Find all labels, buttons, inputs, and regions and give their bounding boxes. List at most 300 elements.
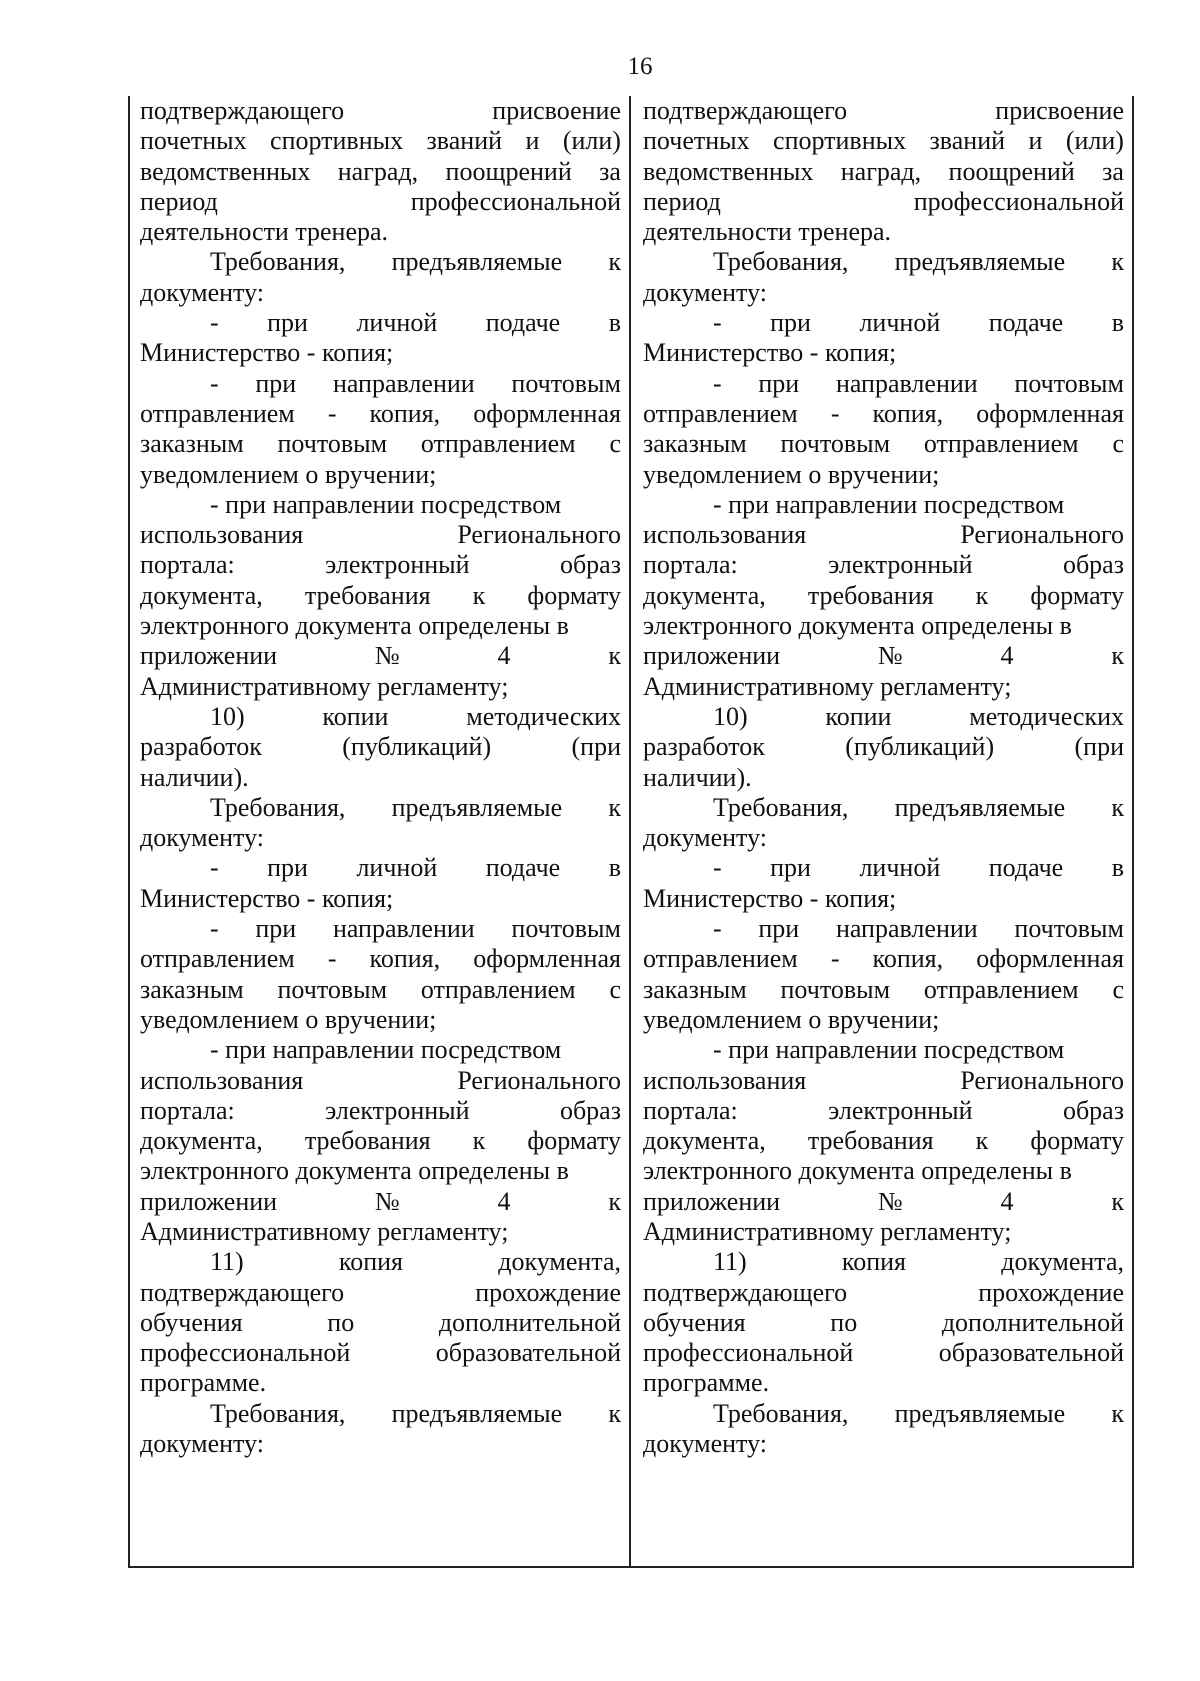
text-word: личной: [859, 853, 941, 883]
text-word: деятельности тренера.: [140, 217, 389, 247]
text-word: направлении: [835, 368, 978, 398]
text-line: [643, 429, 1124, 459]
text-line: [643, 1368, 1124, 1398]
text-word: -: [713, 853, 722, 883]
text-word: обучения: [140, 1307, 243, 1337]
text-word: отправлением: [140, 398, 295, 428]
text-word: подтверждающего: [140, 96, 345, 125]
text-line: [140, 338, 621, 368]
text-word: электронного документа определены в: [140, 1156, 569, 1186]
text-word: (или): [562, 126, 621, 156]
text-word: обучения: [643, 1307, 746, 1337]
text-word: Требования,: [210, 247, 346, 277]
text-word: с: [609, 974, 621, 1004]
text-word: предъявляемые: [894, 1398, 1066, 1428]
text-line: [140, 914, 621, 944]
text-word: приложении: [140, 641, 278, 671]
text-word: Административному регламенту;: [643, 671, 1012, 701]
text-word: Министерство - копия;: [643, 338, 897, 368]
text-word: электронный: [828, 1095, 973, 1125]
text-word: почтовым: [1014, 368, 1124, 398]
text-line: [643, 884, 1124, 914]
text-word: разработок: [643, 732, 765, 762]
text-line: [140, 1156, 621, 1186]
text-line: [140, 1338, 621, 1368]
text-word: почтовым: [277, 974, 388, 1004]
text-word: 11): [713, 1247, 747, 1277]
text-word: отправлением: [420, 429, 576, 459]
text-word: документа,: [140, 580, 263, 610]
text-line: [643, 490, 1124, 520]
text-line: [643, 823, 1124, 853]
text-word: портала:: [140, 1095, 235, 1125]
text-word: при: [758, 914, 800, 944]
text-word: документа,: [643, 1126, 766, 1156]
text-word: (при: [1074, 732, 1124, 762]
text-word: Административному регламенту;: [140, 671, 509, 701]
text-word: к: [608, 1186, 621, 1216]
text-word: формату: [1030, 1126, 1124, 1156]
text-line: [140, 1399, 621, 1429]
text-word: программе.: [643, 1368, 770, 1398]
text-line: [643, 581, 1124, 611]
text-line: [643, 1429, 1124, 1459]
text-word: -: [830, 944, 840, 974]
text-word: наличии).: [643, 762, 752, 792]
right-column: [631, 96, 1132, 1566]
text-word: копия: [841, 1247, 907, 1277]
text-word: при: [255, 914, 297, 944]
text-word: к: [975, 580, 989, 610]
text-word: электронного документа определены в: [140, 611, 569, 641]
text-line: [643, 944, 1124, 974]
text-word: Требования,: [713, 792, 849, 822]
text-word: электронный: [828, 550, 973, 580]
text-word: заказным: [140, 429, 244, 459]
text-line: [140, 1187, 621, 1217]
text-word: направлении: [332, 368, 475, 398]
text-word: оформленная: [473, 944, 621, 974]
text-word: личной: [356, 308, 438, 338]
text-line: [140, 126, 621, 156]
text-line: [643, 96, 1124, 126]
text-word: спортивных: [270, 126, 404, 156]
text-word: за: [599, 156, 621, 186]
text-line: [140, 763, 621, 793]
text-word: деятельности тренера.: [643, 217, 892, 247]
text-word: образовательной: [938, 1338, 1124, 1368]
text-line: [140, 1035, 621, 1065]
text-word: профессиональной: [643, 1338, 854, 1368]
text-word: спортивных: [773, 126, 907, 156]
text-line: [643, 1338, 1124, 1368]
text-word: к: [608, 1398, 621, 1428]
text-word: Требования,: [713, 247, 849, 277]
text-line: [140, 1217, 621, 1247]
text-word: период: [643, 186, 721, 216]
text-word: по: [327, 1307, 355, 1337]
text-line: [140, 581, 621, 611]
text-word: почтовым: [277, 429, 388, 459]
text-word: предъявляемые: [894, 247, 1066, 277]
text-line: [140, 1429, 621, 1459]
text-line: [643, 399, 1124, 429]
text-word: №: [374, 1186, 400, 1216]
text-word: копия,: [872, 398, 944, 428]
text-line: [140, 460, 621, 490]
text-word: заказным: [643, 974, 747, 1004]
text-word: разработок: [140, 732, 262, 762]
text-word: образ: [1062, 550, 1124, 580]
text-word: оформленная: [473, 398, 621, 428]
text-word: приложении: [643, 641, 781, 671]
text-word: портала:: [643, 550, 738, 580]
text-word: требования: [807, 580, 934, 610]
text-line: [643, 853, 1124, 883]
text-word: при: [267, 308, 308, 338]
text-line: [140, 944, 621, 974]
text-word: Министерство - копия;: [140, 338, 394, 368]
text-word: 4: [1000, 641, 1014, 671]
text-word: к: [1111, 247, 1124, 277]
text-line: [140, 429, 621, 459]
text-line: [643, 1308, 1124, 1338]
text-line: [643, 914, 1124, 944]
text-word: отправлением: [420, 974, 576, 1004]
text-word: 10): [713, 701, 748, 731]
text-word: документу:: [140, 823, 264, 853]
text-line: [140, 702, 621, 732]
text-word: (публикаций): [342, 732, 492, 762]
text-word: образ: [1062, 1095, 1124, 1125]
text-line: [140, 1308, 621, 1338]
text-word: -: [713, 914, 722, 944]
text-word: - при направлении посредством: [210, 1035, 562, 1065]
text-word: требования: [304, 580, 431, 610]
text-word: уведомлением о вручении;: [643, 459, 940, 489]
text-word: -: [327, 944, 337, 974]
text-word: требования: [304, 1126, 431, 1156]
text-word: наличии).: [140, 762, 249, 792]
text-line: [643, 1399, 1124, 1429]
text-word: электронный: [325, 1095, 470, 1125]
text-line: [140, 247, 621, 277]
text-word: отправлением: [923, 974, 1079, 1004]
text-line: [140, 672, 621, 702]
text-word: копия,: [369, 398, 441, 428]
text-word: (или): [1065, 126, 1124, 156]
text-line: [140, 1278, 621, 1308]
text-word: формату: [527, 580, 621, 610]
text-word: при: [770, 853, 811, 883]
text-word: подаче: [988, 853, 1064, 883]
text-word: Требования,: [210, 1398, 346, 1428]
text-word: Регионального: [960, 520, 1124, 550]
text-word: званий: [929, 126, 1006, 156]
text-word: званий: [426, 126, 503, 156]
text-line: [643, 1247, 1124, 1277]
text-word: направлении: [835, 914, 978, 944]
text-word: документу:: [140, 277, 264, 307]
text-word: профессиональной: [410, 186, 621, 216]
text-word: №: [374, 641, 400, 671]
text-word: электронного документа определены в: [643, 611, 1072, 641]
text-line: [643, 672, 1124, 702]
text-line: [643, 460, 1124, 490]
text-word: -: [713, 308, 722, 338]
text-word: документа,: [140, 1126, 263, 1156]
text-word: Административному регламенту;: [140, 1216, 509, 1246]
text-word: использования: [643, 1065, 807, 1095]
text-word: к: [1111, 1186, 1124, 1216]
text-word: документу:: [643, 277, 767, 307]
text-word: отправлением: [140, 944, 295, 974]
text-word: №: [877, 1186, 903, 1216]
text-word: документу:: [140, 1429, 264, 1459]
text-word: Требования,: [210, 792, 346, 822]
text-line: [140, 732, 621, 762]
text-word: наград,: [840, 156, 922, 186]
text-line: [643, 217, 1124, 247]
text-word: отправлением: [643, 398, 798, 428]
text-word: подтверждающего: [643, 96, 848, 125]
text-word: приложении: [140, 1186, 278, 1216]
text-word: к: [608, 792, 621, 822]
text-line: [140, 369, 621, 399]
text-line: [140, 278, 621, 308]
text-line: [643, 157, 1124, 187]
text-word: образ: [559, 550, 621, 580]
text-line: [643, 702, 1124, 732]
text-word: уведомлением о вручении;: [643, 1004, 940, 1034]
text-word: №: [877, 641, 903, 671]
text-word: документа,: [643, 580, 766, 610]
text-word: дополнительной: [941, 1307, 1124, 1337]
text-line: [140, 308, 621, 338]
text-line: [643, 187, 1124, 217]
text-word: 4: [1000, 1186, 1014, 1216]
text-word: электронного документа определены в: [643, 1156, 1072, 1186]
text-word: портала:: [140, 550, 235, 580]
text-line: [643, 1156, 1124, 1186]
text-word: поощрений: [445, 156, 572, 186]
text-word: уведомлением о вручении;: [140, 459, 437, 489]
text-word: подтверждающего: [140, 1277, 345, 1307]
text-line: [643, 308, 1124, 338]
text-word: (публикаций): [845, 732, 995, 762]
text-line: [140, 853, 621, 883]
text-line: [140, 490, 621, 520]
text-line: [643, 1187, 1124, 1217]
text-word: ведомственных: [643, 156, 814, 186]
text-word: с: [1112, 429, 1124, 459]
text-word: заказным: [643, 429, 747, 459]
text-word: Регионального: [457, 1065, 621, 1095]
text-word: почтовым: [511, 914, 621, 944]
text-word: - при направлении посредством: [210, 489, 562, 519]
text-word: в: [608, 853, 621, 883]
text-line: [140, 611, 621, 641]
text-word: -: [713, 368, 722, 398]
text-line: [140, 1096, 621, 1126]
text-word: к: [472, 580, 486, 610]
text-word: (при: [571, 732, 621, 762]
text-word: Министерство - копия;: [643, 883, 897, 913]
text-word: -: [210, 853, 219, 883]
text-line: [140, 550, 621, 580]
text-word: подаче: [988, 308, 1064, 338]
text-word: -: [327, 398, 337, 428]
text-word: копия,: [369, 944, 441, 974]
text-line: [140, 520, 621, 550]
text-word: к: [1111, 792, 1124, 822]
text-word: за: [1102, 156, 1124, 186]
text-word: подаче: [485, 853, 561, 883]
text-word: подаче: [485, 308, 561, 338]
text-line: [140, 96, 621, 126]
text-line: [643, 369, 1124, 399]
text-word: -: [210, 308, 219, 338]
text-word: копии: [322, 701, 389, 731]
text-word: наград,: [337, 156, 419, 186]
text-word: присвоение: [995, 96, 1124, 125]
text-word: 11): [210, 1247, 244, 1277]
text-word: - при направлении посредством: [713, 1035, 1065, 1065]
text-word: в: [1111, 308, 1124, 338]
text-line: [643, 732, 1124, 762]
text-line: [140, 157, 621, 187]
text-word: оформленная: [976, 398, 1124, 428]
text-word: использования: [140, 1065, 304, 1095]
text-word: при: [770, 308, 811, 338]
text-line: [643, 338, 1124, 368]
text-word: использования: [140, 520, 304, 550]
text-word: документа,: [1001, 1247, 1124, 1277]
text-word: 4: [497, 1186, 511, 1216]
text-word: и: [1028, 126, 1043, 156]
text-line: [643, 793, 1124, 823]
text-word: почтовым: [780, 974, 891, 1004]
text-word: дополнительной: [438, 1307, 621, 1337]
text-word: при: [267, 853, 308, 883]
text-word: к: [1111, 641, 1124, 671]
comparison-table: [128, 96, 1134, 1568]
text-line: [643, 1066, 1124, 1096]
text-line: [140, 187, 621, 217]
text-line: [140, 1368, 621, 1398]
text-word: электронный: [325, 550, 470, 580]
left-column: [130, 96, 631, 1566]
text-line: [140, 217, 621, 247]
text-word: при: [255, 368, 297, 398]
text-word: документу:: [643, 823, 767, 853]
text-word: оформленная: [976, 944, 1124, 974]
text-word: к: [472, 1126, 486, 1156]
text-line: [140, 884, 621, 914]
text-word: к: [975, 1126, 989, 1156]
text-word: и: [525, 126, 540, 156]
text-word: ведомственных: [140, 156, 311, 186]
text-word: прохождение: [978, 1277, 1124, 1307]
text-line: [140, 1247, 621, 1277]
page-number: 16: [627, 53, 653, 80]
text-line: [140, 793, 621, 823]
text-word: методических: [969, 701, 1124, 731]
text-line: [140, 1066, 621, 1096]
text-line: [643, 520, 1124, 550]
text-word: формату: [1030, 580, 1124, 610]
text-word: образовательной: [435, 1338, 621, 1368]
text-word: подтверждающего: [643, 1277, 848, 1307]
text-word: в: [1111, 853, 1124, 883]
text-line: [140, 641, 621, 671]
text-word: использования: [643, 520, 807, 550]
text-word: методических: [466, 701, 621, 731]
text-word: профессиональной: [140, 1338, 351, 1368]
text-word: поощрений: [948, 156, 1075, 186]
text-word: по: [830, 1307, 858, 1337]
text-word: прохождение: [475, 1277, 621, 1307]
text-word: копия: [338, 1247, 404, 1277]
text-word: -: [210, 914, 219, 944]
text-word: копия,: [872, 944, 944, 974]
text-word: образ: [559, 1095, 621, 1125]
text-word: направлении: [332, 914, 475, 944]
text-line: [643, 1096, 1124, 1126]
text-word: уведомлением о вручении;: [140, 1004, 437, 1034]
text-word: к: [1111, 1398, 1124, 1428]
text-word: профессиональной: [913, 186, 1124, 216]
text-word: к: [608, 641, 621, 671]
text-word: Требования,: [713, 1398, 849, 1428]
text-word: программе.: [140, 1368, 267, 1398]
text-word: предъявляемые: [391, 247, 563, 277]
text-word: почтовым: [511, 368, 621, 398]
text-word: заказным: [140, 974, 244, 1004]
text-word: при: [758, 368, 800, 398]
text-word: отправлением: [643, 944, 798, 974]
text-word: Административному регламенту;: [643, 1216, 1012, 1246]
text-word: предъявляемые: [391, 792, 563, 822]
text-word: в: [608, 308, 621, 338]
text-word: присвоение: [492, 96, 621, 125]
text-word: период: [140, 186, 218, 216]
text-word: почтовым: [780, 429, 891, 459]
text-word: 4: [497, 641, 511, 671]
text-word: к: [608, 247, 621, 277]
text-word: личной: [356, 853, 438, 883]
text-line: [643, 611, 1124, 641]
text-word: личной: [859, 308, 941, 338]
text-line: [643, 550, 1124, 580]
text-line: [643, 1005, 1124, 1035]
text-word: предъявляемые: [391, 1398, 563, 1428]
text-word: документа,: [498, 1247, 621, 1277]
text-word: требования: [807, 1126, 934, 1156]
text-line: [140, 399, 621, 429]
text-word: предъявляемые: [894, 792, 1066, 822]
text-word: документу:: [643, 1429, 767, 1459]
text-word: формату: [527, 1126, 621, 1156]
text-word: -: [210, 368, 219, 398]
text-line: [643, 1035, 1124, 1065]
text-word: -: [830, 398, 840, 428]
text-line: [140, 1005, 621, 1035]
text-word: Регионального: [960, 1065, 1124, 1095]
text-word: портала:: [643, 1095, 738, 1125]
text-word: Регионального: [457, 520, 621, 550]
text-word: почтовым: [1014, 914, 1124, 944]
